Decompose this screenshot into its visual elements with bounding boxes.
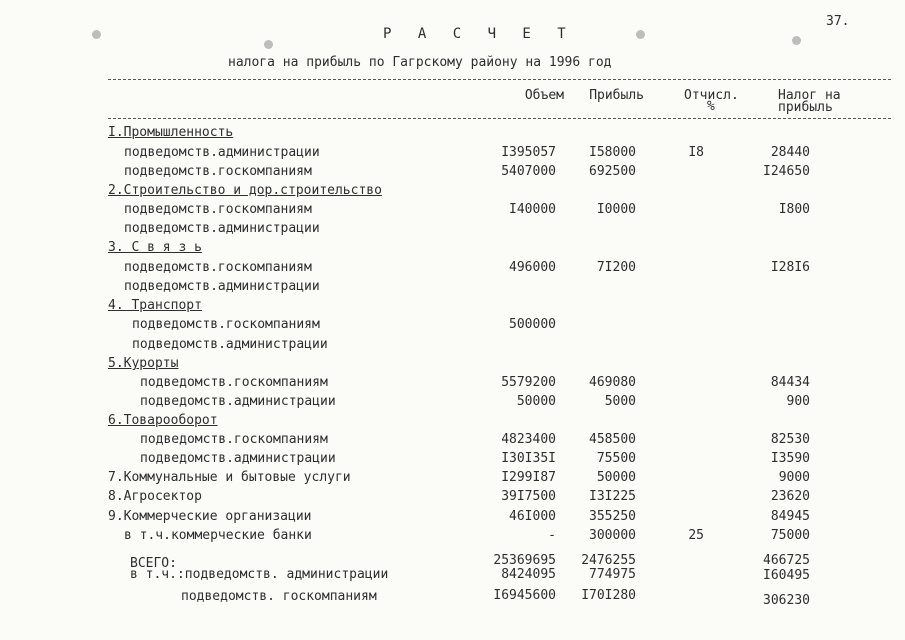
header-deduct-unit: % (707, 99, 715, 114)
cell-profit: 300000 (589, 528, 636, 543)
section-heading: 5.Курорты (108, 356, 179, 371)
cell-tax: I800 (778, 202, 810, 217)
row-label: в т.ч.коммерческие банки (124, 528, 312, 543)
cell-tax: 82530 (770, 432, 810, 447)
cell-profit: 50000 (596, 470, 636, 485)
row-label: подведомств.госкомпаниям (140, 432, 328, 447)
row-label: подведомств.администрации (124, 145, 320, 160)
cell-deduct: 25 (688, 528, 704, 543)
total-profit: 2476255 (581, 553, 636, 568)
cell-volume: 496000 (509, 260, 556, 275)
row-label: подведомств.госкомпаниям (140, 375, 328, 390)
section-heading: I.Промышленность (108, 125, 234, 140)
header-tax-2: прибыль (778, 100, 833, 115)
row-label: подведомств.госкомпаниям (124, 260, 312, 275)
ink-smudge (792, 36, 801, 45)
header-deduct: Отчисл. (684, 88, 739, 103)
section-heading: 4. Транспорт (108, 298, 202, 313)
cell-profit: I3I225 (589, 489, 636, 504)
gov-total-tax: 306230 (763, 593, 810, 608)
gov-total-profit: I70I280 (581, 588, 636, 603)
cell-volume: - (548, 528, 556, 543)
gov-total-volume: I6945600 (493, 588, 556, 603)
document-title: Р А С Ч Е Т (383, 26, 575, 42)
cell-volume: 500000 (509, 317, 556, 332)
cell-deduct: I8 (688, 145, 704, 160)
cell-volume: I40000 (509, 202, 556, 217)
cell-profit: 5000 (604, 394, 636, 409)
cell-volume: 39I7500 (501, 489, 556, 504)
total-tax: 466725 (763, 553, 810, 568)
admin-total-profit: 774975 (589, 567, 636, 582)
cell-tax: I24650 (763, 164, 810, 179)
header-volume: Объем (524, 88, 564, 103)
gov-total-label: подведомств. госкомпаниям (181, 589, 377, 604)
cell-profit: 75500 (596, 451, 636, 466)
section-heading: 3. С в я з ь (108, 240, 202, 255)
admin-total-label: в т.ч.:подведомств. администрации (130, 567, 389, 582)
row-label: подведомств.администрации (132, 337, 328, 352)
admin-total-volume: 8424095 (501, 567, 556, 582)
admin-total-tax: I60495 (763, 568, 810, 583)
header-bottom-rule (108, 118, 891, 119)
row-label: 7.Коммунальные и бытовые услуги (108, 470, 351, 485)
cell-profit: I0000 (596, 202, 636, 217)
row-label: подведомств.администрации (140, 394, 336, 409)
cell-tax: 84945 (770, 509, 810, 524)
cell-profit: 7I200 (596, 260, 636, 275)
cell-volume: 4823400 (501, 432, 556, 447)
cell-volume: I395057 (501, 145, 556, 160)
header-top-rule (108, 79, 891, 80)
cell-tax: I28I6 (770, 260, 810, 275)
cell-volume: 50000 (516, 394, 556, 409)
row-label: подведомств.госкомпаниям (124, 164, 312, 179)
cell-profit: 469080 (589, 375, 636, 390)
row-label: 8.Агросектор (108, 489, 202, 504)
page-number: 37. (826, 14, 850, 29)
cell-volume: I299I87 (501, 470, 556, 485)
cell-volume: 5579200 (501, 375, 556, 390)
section-heading: 6.Товарооборот (108, 413, 218, 428)
section-heading: 2.Строительство и дор.строительство (108, 183, 382, 198)
row-label: подведомств.госкомпаниям (124, 202, 312, 217)
ink-smudge (636, 30, 645, 39)
cell-profit: I58000 (589, 145, 636, 160)
total-label: ВСЕГО: (130, 556, 177, 571)
header-tax: Налог на (778, 88, 841, 103)
cell-tax: 28440 (770, 145, 810, 160)
cell-tax: 900 (786, 394, 810, 409)
cell-tax: 75000 (770, 528, 810, 543)
ink-smudge (264, 40, 273, 49)
cell-volume: I30I35I (501, 451, 556, 466)
cell-profit: 355250 (589, 509, 636, 524)
cell-tax: 9000 (778, 470, 810, 485)
row-label: 9.Коммерческие организации (108, 509, 312, 524)
row-label: подведомств.администрации (124, 279, 320, 294)
document-subtitle: налога на прибыль по Гагрскому району на 1996 год (228, 55, 612, 70)
cell-profit: 692500 (589, 164, 636, 179)
header-profit: Прибыль (589, 88, 644, 103)
cell-volume: 5407000 (501, 164, 556, 179)
row-label: подведомств.администрации (140, 451, 336, 466)
cell-tax: I3590 (770, 451, 810, 466)
ink-smudge (92, 30, 101, 39)
row-label: подведомств.госкомпаниям (132, 317, 320, 332)
cell-volume: 46I000 (509, 509, 556, 524)
cell-tax: 23620 (770, 489, 810, 504)
total-volume: 25369695 (493, 553, 556, 568)
row-label: подведомств.администрации (124, 221, 320, 236)
cell-profit: 458500 (589, 432, 636, 447)
cell-tax: 84434 (770, 375, 810, 390)
